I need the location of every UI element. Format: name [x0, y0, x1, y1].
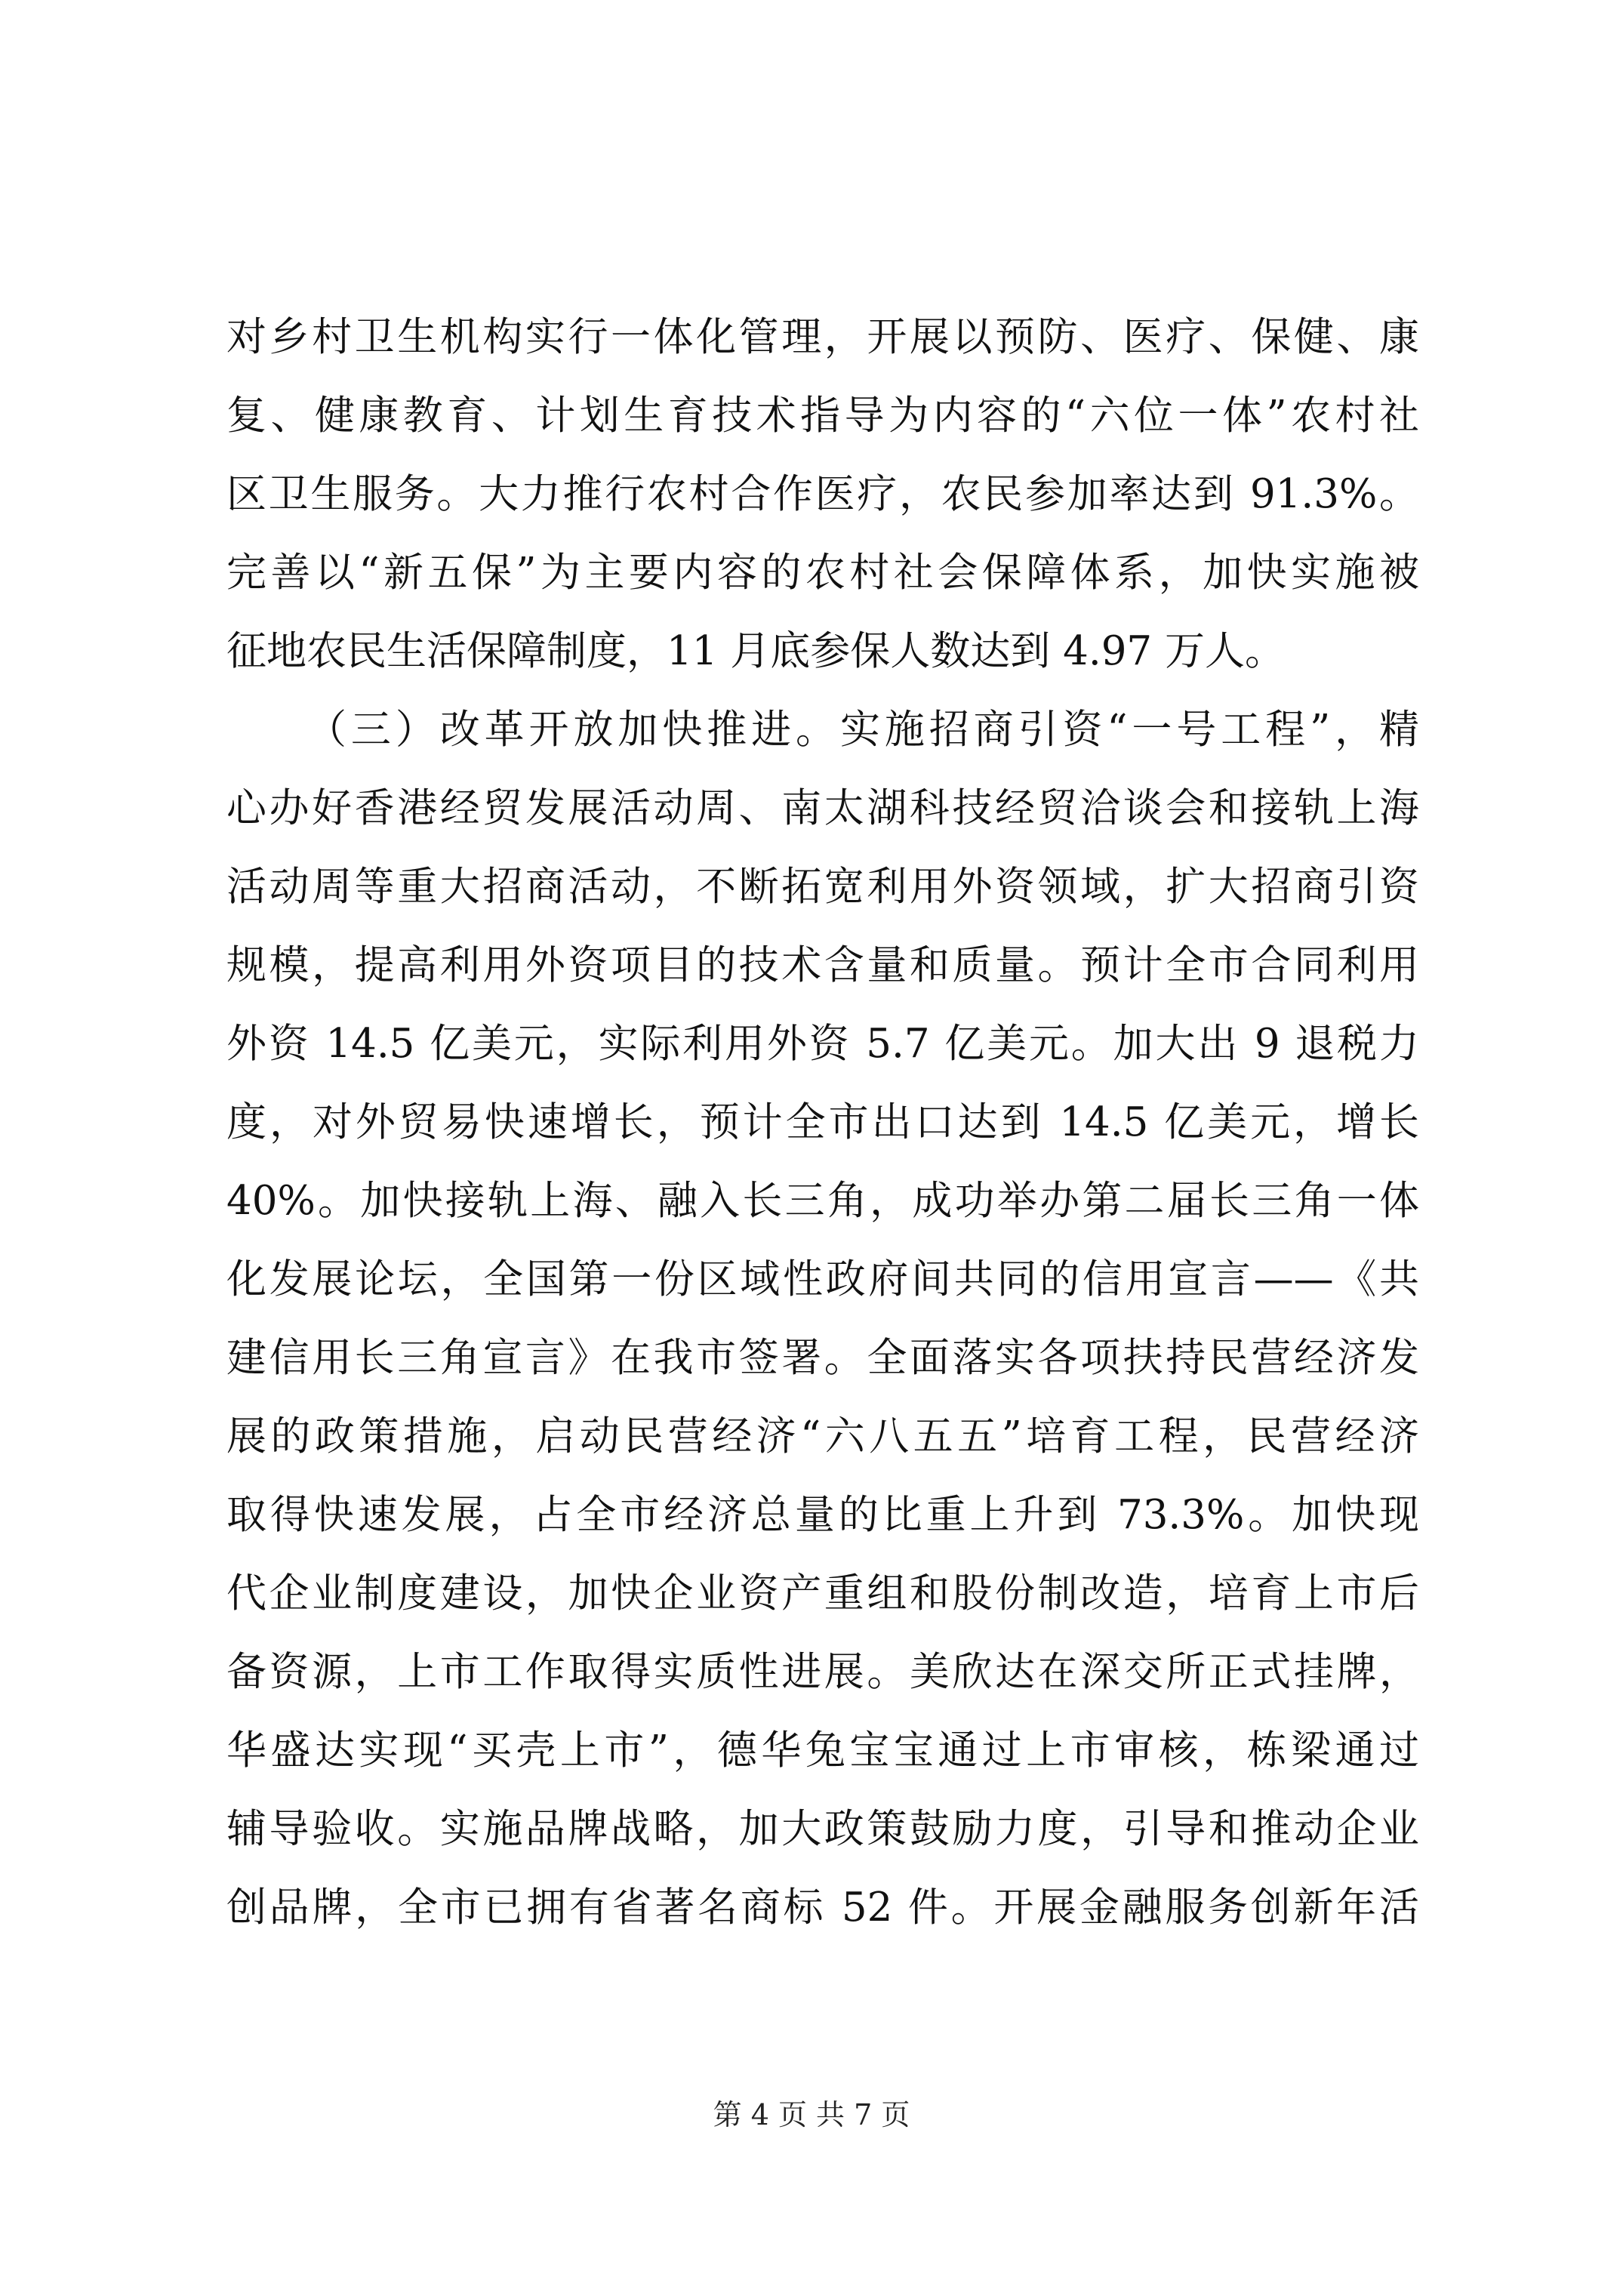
page-number: 第 4 页 共 7 页 — [713, 2098, 910, 2131]
text-line: 备资源，上市工作取得实质性进展。美欣达在深交所正式挂牌， — [226, 1649, 1419, 1695]
text-line: 活动周等重大招商活动，不断拓宽利用外资领域，扩大招商引资 — [226, 864, 1419, 910]
document-body — [226, 298, 1419, 1947]
text-line: 代企业制度建设，加快企业资产重组和股份制改造，培育上市后 — [226, 1570, 1419, 1616]
text-line: 规模，提高利用外资项目的技术含量和质量。预计全市合同利用 — [226, 942, 1419, 988]
text-line: 取得快速发展，占全市经济总量的比重上升到 73.3%。加快现 — [226, 1492, 1419, 1538]
text-line: 辅导验收。实施品牌战略，加大政策鼓励力度，引导和推动企业 — [226, 1806, 1419, 1852]
page-footer — [0, 2096, 1623, 2134]
text-line: 华盛达实现“买壳上市”，德华兔宝宝通过上市审核，栋梁通过 — [226, 1727, 1419, 1774]
paragraph-start-line: （三）改革开放加快推进。实施招商引资“一号工程”，精 — [306, 707, 1419, 753]
text-line: 完善以“新五保”为主要内容的农村社会保障体系，加快实施被 — [226, 550, 1419, 596]
text-line: 心办好香港经贸发展活动周、南太湖科技经贸洽谈会和接轨上海 — [226, 785, 1419, 831]
text-line: 创品牌，全市已拥有省著名商标 52 件。开展金融服务创新年活 — [226, 1885, 1419, 1931]
text-line: 外资 14.5 亿美元，实际利用外资 5.7 亿美元。加大出 9 退税力 — [226, 1021, 1419, 1067]
text-line: 区卫生服务。大力推行农村合作医疗，农民参加率达到 91.3%。 — [226, 471, 1419, 517]
text-line: 化发展论坛，全国第一份区域性政府间共同的信用宣言——《共 — [226, 1256, 1419, 1302]
text-line: 40%。加快接轨上海、融入长三角，成功举办第二届长三角一体 — [226, 1178, 1419, 1224]
text-line: 度，对外贸易快速增长，预计全市出口达到 14.5 亿美元，增长 — [226, 1099, 1419, 1145]
text-line: 展的政策措施，启动民营经济“六八五五”培育工程，民营经济 — [226, 1413, 1419, 1459]
text-line: 建信用长三角宣言》在我市签署。全面落实各项扶持民营经济发 — [226, 1335, 1419, 1381]
text-line: 对乡村卫生机构实行一体化管理，开展以预防、医疗、保健、康 — [226, 314, 1419, 360]
paragraph-end-line: 征地农民生活保障制度，11 月底参保人数达到 4.97 万人。 — [226, 628, 1285, 674]
text-line: 复、健康教育、计划生育技术指导为内容的“六位一体”农村社 — [226, 393, 1419, 439]
